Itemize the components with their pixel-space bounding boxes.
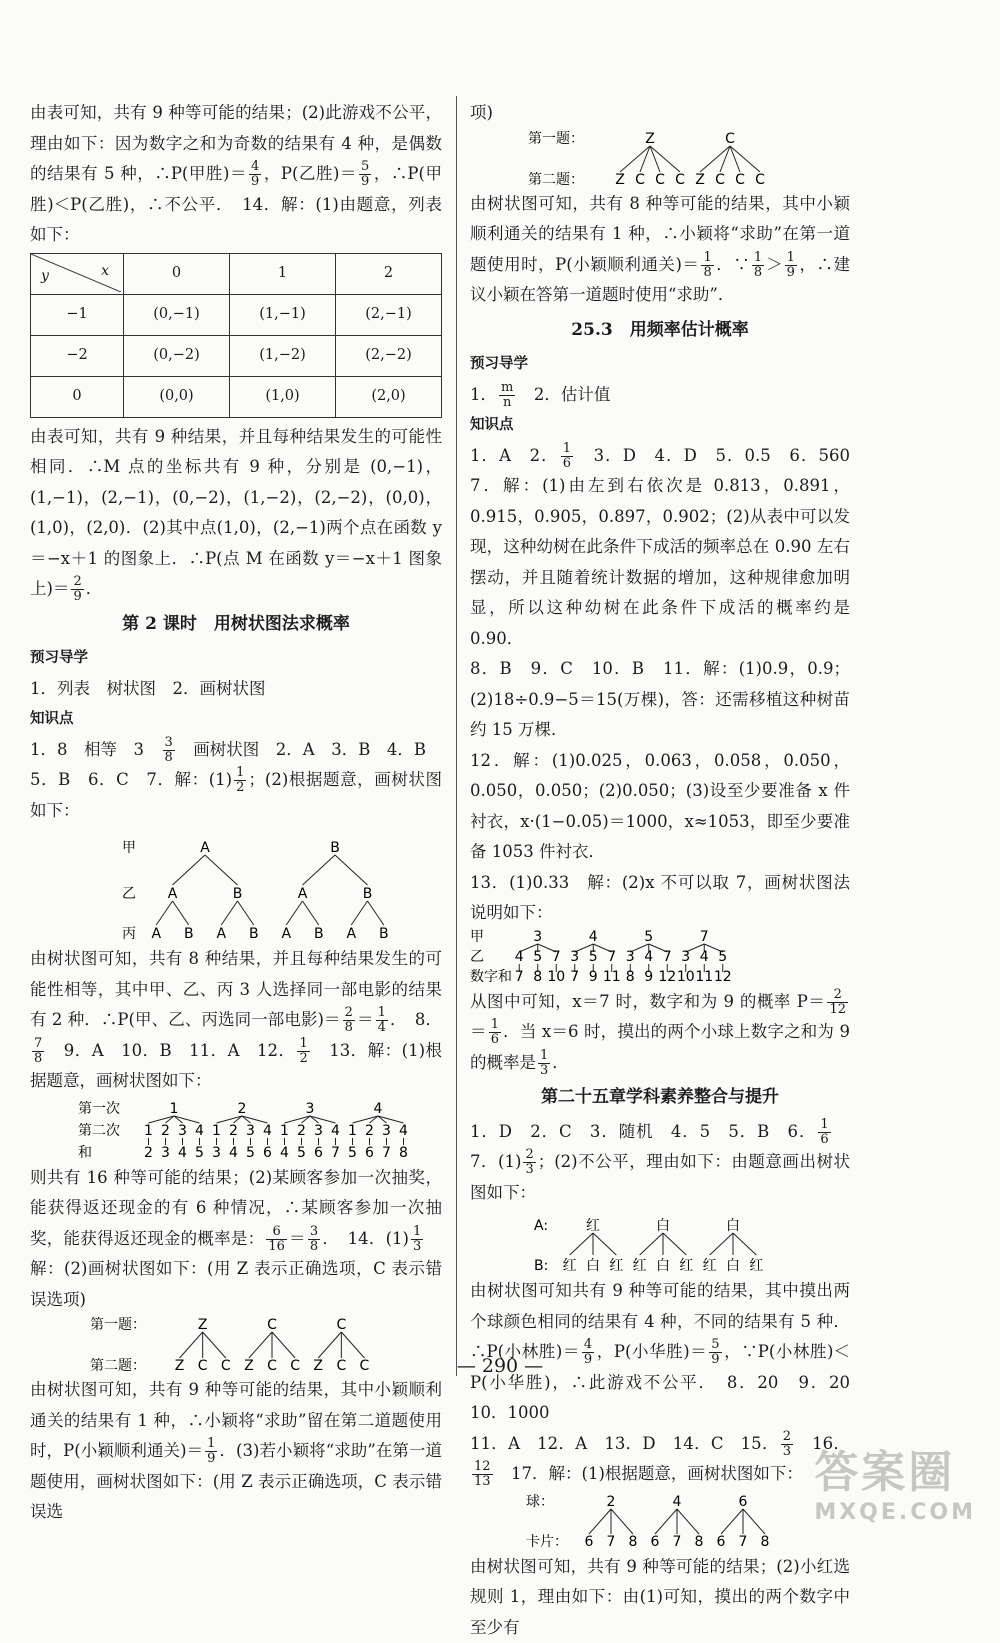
tree-branch: [663, 1233, 686, 1255]
table-row: −2 (0,−2) (1,−2) (2,−2): [31, 335, 442, 376]
page-number: — 290 —: [0, 1355, 1000, 1377]
tree-branch: [173, 855, 206, 885]
tree-node: 2: [144, 1145, 153, 1161]
tree-node: 4: [515, 949, 524, 965]
tree-node: Z: [695, 172, 705, 188]
tree-node: 白: [656, 1258, 670, 1274]
tree-node: 7: [382, 1145, 391, 1161]
tree-node: 3: [306, 1101, 315, 1117]
tree-node: C: [635, 172, 645, 188]
fraction: $\frac{1}{9}$: [785, 251, 797, 280]
table-row: −1 (0,−1) (1,−1) (2,−1): [31, 294, 442, 335]
tree-node: 白: [726, 1218, 740, 1234]
tree-diagram-abc: [30, 826, 442, 944]
tree-node: 6: [263, 1145, 272, 1161]
paragraph: 1．A 2． $\frac{1}{6}$ 3．D 4．D 5．0.5 6．560 7．解：(1)由左到右依次是 0.813，0.891，0.915，0.905，0.897，0.902；(2)从表中可以发现，这种幼树在此条件下成活的频率总在 0.90 左右摆动，并且随着统计数据的增加，这种规律愈加明显，所以这种幼树在此条件下成活的概率约是 0.90．: [470, 441, 850, 655]
tree-node: C: [755, 172, 765, 188]
tree-node: C: [675, 172, 685, 188]
tree-node: 11: [603, 969, 621, 985]
subheading: 预习导学: [470, 349, 850, 380]
tree-level-label: 甲: [470, 929, 484, 945]
tree-branch: [570, 1233, 593, 1255]
tree-branch: [335, 855, 368, 885]
tree-node: 9: [644, 969, 653, 985]
tree-branch: [640, 1233, 663, 1255]
tree-node: C: [267, 1358, 277, 1374]
tree-node: 4: [399, 1123, 408, 1139]
section-heading: 第二十五章学科素养整合与提升: [470, 1082, 850, 1113]
fraction: $\frac{2}{3}$: [781, 1430, 793, 1459]
tree-node: 7: [700, 929, 709, 945]
tree-node: 6: [651, 1534, 660, 1550]
tree-node: 4: [589, 929, 598, 945]
fraction: $\frac{1}{6}$: [489, 1018, 501, 1047]
tree-level-label: 乙: [122, 886, 136, 902]
tree-level-label: 丙: [122, 926, 136, 942]
tree-node: Z: [198, 1317, 208, 1333]
tree-level-label: A:: [534, 1218, 548, 1234]
tree-node: 7: [331, 1145, 340, 1161]
tree-branch: [303, 855, 336, 885]
tree-node: 4: [178, 1145, 187, 1161]
tree-node: C: [735, 172, 745, 188]
tree-node: B: [233, 886, 243, 902]
fraction: $\frac{1}{2}$: [234, 766, 246, 795]
fraction: $\frac{1}{6}$: [561, 442, 573, 471]
tree-level-label: 数字和: [470, 968, 512, 985]
tree-node: 9: [589, 969, 598, 985]
tree-branch: [589, 1509, 611, 1534]
table-header-cell: 0: [124, 253, 230, 294]
tree-branch: [286, 901, 302, 925]
tree-node: 5: [246, 1145, 255, 1161]
tree-node: 5: [644, 929, 653, 945]
tree-branch: [351, 901, 367, 925]
tree-node: 12: [658, 969, 676, 985]
tree-node: 11: [695, 969, 713, 985]
tree-node: 2: [161, 1123, 170, 1139]
tree-node: 3: [178, 1123, 187, 1139]
tree-node: Z: [244, 1358, 254, 1374]
tree-node: B: [330, 840, 340, 856]
fraction: $\frac{1}{9}$: [205, 1437, 217, 1466]
tree-node: 1: [280, 1123, 289, 1139]
tree-node: 5: [348, 1145, 357, 1161]
left-column: [30, 98, 442, 1528]
paragraph: 从图中可知，x＝7 时，数字和为 9 的概率 P＝ $\frac{2}{12}$ ＝ $\frac{1}{6}$ ．当 x＝6 时，摸出的两个小球上数字之和为 9 的概率是 $\frac{1}{3}$ ．: [470, 987, 850, 1079]
paragraph: 8．B 9．C 10．B 11．解：(1)0.9，0.9；(2)18÷0.9−5＝15(万棵)，答：还需移植这种树苗约 15 万棵．: [470, 654, 850, 746]
tree-branch: [368, 901, 384, 925]
fraction: $\frac{1}{8}$: [701, 251, 713, 280]
fraction: $\frac{5}{9}$: [359, 160, 371, 189]
tree-node: 7: [607, 1534, 616, 1550]
tree-node: 4: [644, 949, 653, 965]
tree-node: C: [221, 1358, 231, 1374]
tree-node: A: [151, 926, 161, 942]
tree-node: 7: [673, 1534, 682, 1550]
tree-node: 10: [677, 969, 695, 985]
paragraph: 12．解：(1)0.025，0.063，0.058，0.050，0.050，0.050；(2)0.050；(3)设至少要准备 x 件衬衣，x·(1−0.05)＝1000，x≈1053，即至少要准备 1053 件衬衣．: [470, 746, 850, 868]
table-header-cell: 1: [230, 253, 336, 294]
paragraph: 由树状图可知，共有 9 种等可能的结果，其中小颖顺利通关的结果有 1 种，∴小颖将“求助”留在第二道题使用时，P(小颖顺利通关)＝ $\frac{1}{9}$ ．(3)若小颖将“求助”在第一道题使用，画树状图如下：(用 Z 表示正确选项，C 表示错误选: [30, 1375, 442, 1528]
fraction: $\frac{1}{6}$: [818, 1118, 830, 1147]
fraction: $\frac{7}{8}$: [32, 1037, 44, 1066]
tree-node: 6: [739, 1494, 748, 1510]
right-column: [470, 98, 850, 1643]
paragraph: 由表可知，共有 9 种等可能的结果；(2)此游戏不公平，理由如下：因为数字之和为奇数的结果有 4 种，是偶数的结果有 5 种，∴P(甲胜)＝ $\frac{4}{9}$ ，P(乙胜)＝ $\frac{5}{9}$ ，∴P(甲胜)＜P(乙胜)，∴不公平． 14．解：(1)由题意，列表如下：: [30, 98, 442, 251]
tree-node: 4: [280, 1145, 289, 1161]
column-divider: [456, 96, 457, 1376]
tree-node: C: [198, 1358, 208, 1374]
tree-node: 6: [314, 1145, 323, 1161]
tree-node: B: [249, 926, 259, 942]
tree-node: 白: [586, 1258, 600, 1274]
tree-node: 7: [663, 949, 672, 965]
tree-node: 白: [656, 1218, 670, 1234]
fraction: $\frac{4}{9}$: [249, 160, 261, 189]
tree-diagram-ball-card: [470, 1490, 850, 1552]
tree-node: 红: [633, 1258, 647, 1274]
tree-node: A: [168, 886, 178, 902]
tree-node: 3: [314, 1123, 323, 1139]
tree-node: 4: [229, 1145, 238, 1161]
tree-node: 6: [717, 1534, 726, 1550]
tree-level-label: 第二题：: [528, 172, 584, 188]
tree-diagram-digit-sum: [470, 929, 850, 987]
tree-level-label: 卡片：: [526, 1533, 568, 1550]
tree-node: B: [363, 886, 373, 902]
tree-node: 红: [749, 1258, 763, 1274]
tree-level-label: 第一题：: [90, 1317, 146, 1333]
paragraph: 由树状图可知共有 9 种等可能的结果，其中摸出两个球颜色相同的结果有 4 种，不同的结果有 5 种．∴P(小林胜)＝ $\frac{4}{9}$ ，P(小华胜)＝ $\frac{5}{9}$ ，∵P(小林胜)＜P(小华胜)，∴此游戏不公平． 8．20 9．20 10．1000: [470, 1276, 850, 1429]
fraction: $\frac{1}{8}$: [752, 251, 764, 280]
fraction: $\frac{3}{8}$: [163, 736, 175, 765]
fraction: $\frac{2}{9}$: [71, 575, 83, 604]
tree-level-label: 球：: [526, 1494, 554, 1510]
tree-branch: [156, 901, 172, 925]
tree-node: 3: [681, 949, 690, 965]
tree-node: 3: [161, 1145, 170, 1161]
tree-node: C: [360, 1358, 370, 1374]
tree-level-label: 第一题：: [528, 131, 584, 147]
tree-node: C: [336, 1358, 346, 1374]
tree-node: 5: [195, 1145, 204, 1161]
tree-level-label: 第一次: [78, 1101, 120, 1117]
tree-branch: [710, 1233, 733, 1255]
tree-node: 7: [739, 1534, 748, 1550]
tree-node: 4: [700, 949, 709, 965]
tree-node: 红: [609, 1258, 623, 1274]
tree-node: C: [715, 172, 725, 188]
tree-node: 7: [570, 969, 579, 985]
tree-branch: [593, 1233, 616, 1255]
tree-node: 3: [382, 1123, 391, 1139]
fraction: $\frac{m}{n}$: [499, 381, 515, 410]
paragraph: 由树状图可知，共有 8 种等可能的结果，其中小颖顺利通关的结果有 1 种，∴小颖将“求助”在第一道题使用时，P(小颖顺利通关)＝ $\frac{1}{8}$ ．∵ $\frac{1}{8}$ ＞ $\frac{1}{9}$ ，∴建议小颖在答第一道题时使用“求助”．: [470, 189, 850, 311]
tree-node: 红: [563, 1258, 577, 1274]
tree-level-label: B:: [534, 1258, 548, 1274]
tree-node: 5: [297, 1145, 306, 1161]
tree-branch: [743, 1509, 765, 1534]
tree-diagram-zc-2: [470, 129, 850, 189]
tree-branch: [221, 901, 237, 925]
fraction: $\frac{4}{9}$: [582, 1338, 594, 1367]
tree-node: A: [346, 926, 356, 942]
paragraph: 13．(1)0.33 解：(2)x 不可以取 7，画树状图法说明如下：: [470, 868, 850, 929]
tree-node: 8: [761, 1534, 770, 1550]
watermark-logo: 答案圈 MXQE.COM: [814, 1436, 976, 1525]
paragraph: 由树状图可知，共有 9 种等可能的结果；(2)小红选规则 1，理由如下：由(1)可知，摸出的两个数字中至少有: [470, 1552, 850, 1643]
tree-node: 1: [144, 1123, 153, 1139]
tree-node: 白: [726, 1258, 740, 1274]
fraction: $\frac{2}{8}$: [343, 1006, 355, 1035]
tree-node: 7: [515, 969, 524, 985]
coordinate-table: [30, 253, 442, 418]
tree-node: B: [379, 926, 389, 942]
answer-line: 1．8 相等 3 $\frac{3}{8}$ 画树状图 2．A 3．B 4．B: [30, 735, 442, 766]
section-heading: 第 2 课时 用树状图法求概率: [30, 609, 442, 640]
tree-node: 5: [589, 949, 598, 965]
answer-line: 5．B 6．C 7．解：(1) $\frac{1}{2}$ ；(2)根据题意，画树状图如下：: [30, 765, 442, 826]
tree-node: 3: [212, 1145, 221, 1161]
fraction: $\frac{3}{8}$: [308, 1225, 320, 1254]
tree-node: 4: [263, 1123, 272, 1139]
tree-diagram-sum: [30, 1097, 442, 1163]
tree-node: 4: [195, 1123, 204, 1139]
tree-node: A: [281, 926, 291, 942]
tree-branch: [303, 901, 319, 925]
tree-node: B: [184, 926, 194, 942]
tree-node: 6: [365, 1145, 374, 1161]
tree-node: Z: [175, 1358, 185, 1374]
tree-node: C: [655, 172, 665, 188]
tree-node: Z: [313, 1358, 323, 1374]
tree-node: 3: [246, 1123, 255, 1139]
answer-line: 11．A 12．A 13．D 14．C 15． $\frac{2}{3}$ 16． $\frac{12}{13}$ 17．解：(1)根据题意，画树状图如下：: [470, 1429, 850, 1490]
tree-node: 红: [679, 1258, 693, 1274]
table-corner-cell: x y: [31, 253, 124, 294]
tree-node: 7: [607, 949, 616, 965]
tree-node: 6: [585, 1534, 594, 1550]
fraction: $\frac{1}{3}$: [411, 1225, 423, 1254]
tree-node: B: [314, 926, 324, 942]
tree-node: A: [200, 840, 210, 856]
fraction: $\frac{1}{3}$: [538, 1049, 550, 1078]
subheading: 知识点: [30, 704, 442, 735]
tree-node: 4: [374, 1101, 383, 1117]
tree-branch: [611, 1509, 633, 1534]
answer-line: 1． $\frac{m}{n}$ 2．估计值: [470, 380, 850, 411]
paragraph: 由树状图可知，共有 8 种结果，并且每种结果发生的可能性相等，其中甲、乙、丙 3 人选择同一部电影的结果有 2 种．∴P(甲、乙、丙选同一部电影)＝ $\frac{2}{8}$ ＝ $\frac{1}{4}$ ． 8． $\frac{7}{8}$ 9．A 10．B 11．A 12． $\frac{1}{2}$ 13．解：(1)根据题意，画树状图如下：: [30, 944, 442, 1097]
table-header-cell: 2: [336, 253, 442, 294]
tree-node: 2: [297, 1123, 306, 1139]
paragraph: 由表可知，共有 9 种结果，并且每种结果发生的可能性相同．∴M 点的坐标共有 9 种，分别是 (0,−1)，(1,−1)，(2,−1)，(0,−2)，(1,−2)，(2,−2)，(0,0)，(1,0)，(2,0)．(2)其中点(1,0)，(2,−1)两个点在函数 y＝−x＋1 的图象上．∴P(点 M 在函数 y＝−x＋1 图象上)＝ $\frac{2}{9}$ ．: [30, 422, 442, 605]
answer-line: 1．D 2．C 3．随机 4．5 5．B 6． $\frac{1}{6}$ 7．(1) $\frac{2}{3}$ ；(2)不公平，理由如下：由题意画出树状图如下：: [470, 1117, 850, 1209]
tree-node: C: [267, 1317, 277, 1333]
tree-node: 3: [570, 949, 579, 965]
table-row: 0 (0,0) (1,0) (2,0): [31, 376, 442, 417]
paragraph: 则共有 16 种等可能的结果；(2)某顾客参加一次抽奖，能获得返还现金的有 6 种情况，∴某顾客参加一次抽奖，能获得返还现金的概率是： $\frac{6}{16}$ ＝ $\frac{3}{8}$ ． 14．(1) $\frac{1}{3}$ 解：(2)画树状图如下：(用 Z 表示正确选项，C 表示错误选项): [30, 1163, 442, 1316]
tree-node: 红: [586, 1218, 600, 1234]
tree-node: 8: [626, 969, 635, 985]
tree-diagram-colors: [470, 1208, 850, 1276]
tree-node: C: [290, 1358, 300, 1374]
tree-level-label: 和: [78, 1145, 92, 1161]
tree-level-label: 第二题：: [90, 1358, 146, 1374]
fraction: $\frac{2}{12}$: [827, 988, 848, 1017]
tree-node: 3: [626, 949, 635, 965]
tree-node: Z: [645, 131, 655, 147]
tree-node: 3: [533, 929, 542, 945]
tree-node: 2: [229, 1123, 238, 1139]
tree-branch: [173, 901, 189, 925]
tree-node: 2: [607, 1494, 616, 1510]
tree-node: 5: [533, 949, 542, 965]
fraction: $\frac{1}{4}$: [376, 1006, 388, 1035]
tree-level-label: 乙: [470, 949, 484, 965]
tree-level-label: 第二次: [78, 1123, 120, 1139]
tree-node: C: [336, 1317, 346, 1333]
tree-node: 红: [703, 1258, 717, 1274]
subheading: 预习导学: [30, 643, 442, 674]
tree-branch: [677, 1509, 699, 1534]
tree-node: 4: [673, 1494, 682, 1510]
tree-node: 8: [695, 1534, 704, 1550]
tree-branch: [733, 1233, 756, 1255]
tree-node: 10: [547, 969, 565, 985]
tree-node: 7: [552, 949, 561, 965]
tree-node: 2: [238, 1101, 247, 1117]
tree-node: 1: [348, 1123, 357, 1139]
fraction: $\frac{5}{9}$: [709, 1338, 721, 1367]
tree-node: A: [298, 886, 308, 902]
tree-level-label: 甲: [122, 840, 136, 856]
tree-node: Z: [615, 172, 625, 188]
tree-node: 1: [212, 1123, 221, 1139]
tree-branch: [238, 901, 254, 925]
fraction: $\frac{2}{3}$: [523, 1148, 535, 1177]
tree-branch: [205, 855, 238, 885]
tree-branch: [655, 1509, 677, 1534]
fraction: $\frac{1}{2}$: [297, 1037, 309, 1066]
tree-node: A: [216, 926, 226, 942]
tree-node: 8: [629, 1534, 638, 1550]
fraction: $\frac{6}{16}$: [266, 1225, 287, 1254]
subheading: 知识点: [470, 410, 850, 441]
tree-node: 5: [718, 949, 727, 965]
answer-line: 1．列表 树状图 2．画树状图: [30, 674, 442, 705]
section-heading: 25.3 用频率估计概率: [470, 315, 850, 346]
tree-node: 2: [365, 1123, 374, 1139]
answer-line: 项): [470, 98, 850, 129]
tree-node: 1: [170, 1101, 179, 1117]
tree-node: 8: [533, 969, 542, 985]
tree-node: 8: [399, 1145, 408, 1161]
tree-node: C: [725, 131, 735, 147]
tree-node: 12: [714, 969, 732, 985]
tree-branch: [721, 1509, 743, 1534]
tree-node: 4: [331, 1123, 340, 1139]
fraction: $\frac{12}{13}$: [472, 1460, 493, 1489]
